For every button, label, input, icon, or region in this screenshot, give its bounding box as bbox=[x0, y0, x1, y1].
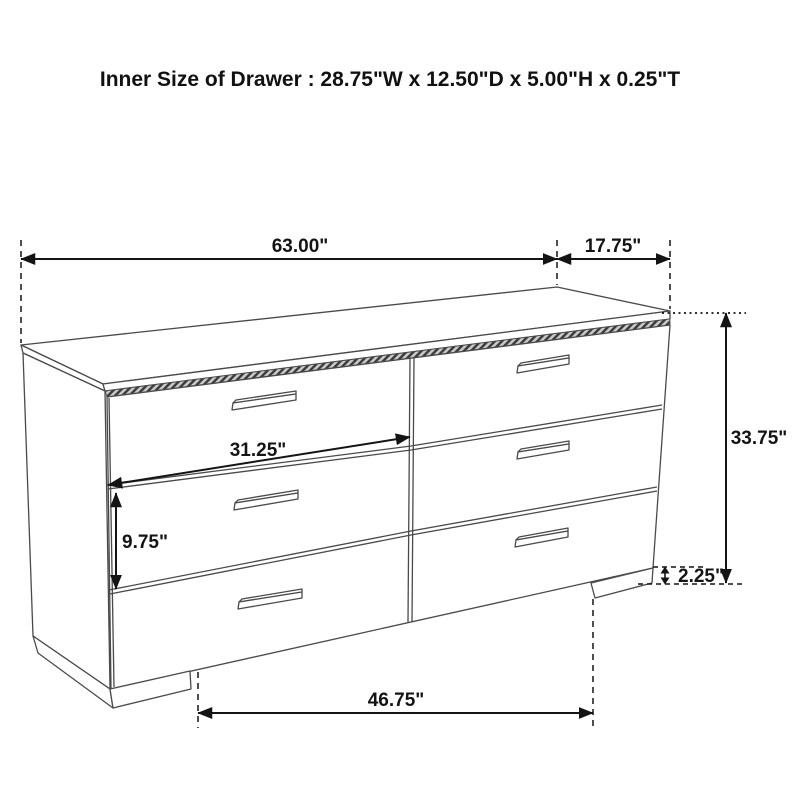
label-overall-height: 33.75" bbox=[730, 428, 788, 449]
inner-drawer-size-title: Inner Size of Drawer : 28.75"W x 12.50"D x 5.00"H x 0.25"T bbox=[99, 68, 681, 91]
label-base-height: 2.25" bbox=[678, 566, 724, 587]
label-base-clearance-width: 46.75" bbox=[367, 690, 425, 711]
dresser-figure bbox=[21, 287, 670, 708]
label-overall-depth: 17.75" bbox=[584, 236, 642, 257]
dimension-arrow-base-height bbox=[661, 567, 670, 585]
label-overall-width: 63.00" bbox=[271, 236, 329, 257]
label-drawer-front-width: 31.25" bbox=[229, 440, 287, 461]
label-drawer-section-height: 9.75" bbox=[122, 532, 168, 553]
